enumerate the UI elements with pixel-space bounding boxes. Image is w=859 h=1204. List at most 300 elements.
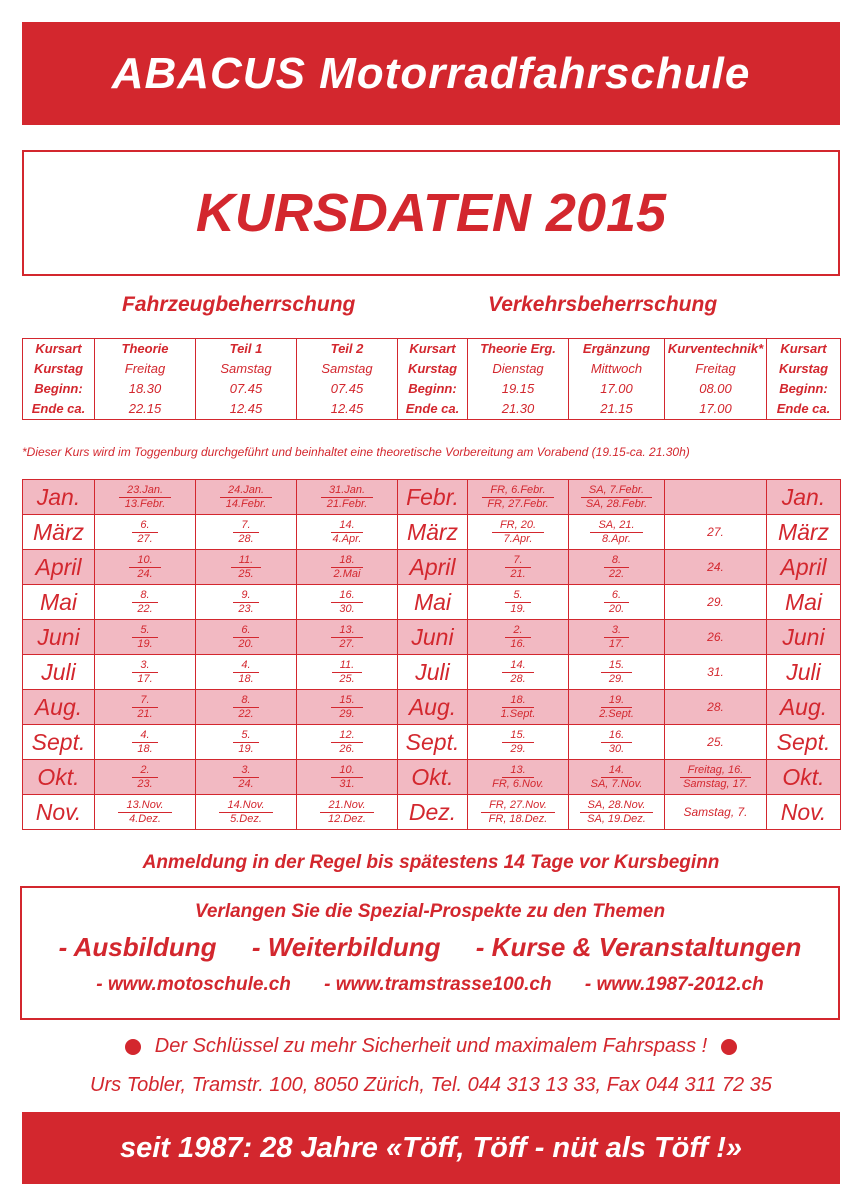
date-cell (665, 480, 767, 515)
date-cell (468, 480, 569, 515)
date-pair (297, 729, 397, 756)
date-cell (468, 655, 569, 690)
promo-topics (22, 932, 838, 963)
first-date: 15. (601, 659, 632, 673)
first-date: 14. (331, 519, 362, 533)
first-date: 8. (604, 554, 629, 568)
date-cell (95, 655, 196, 690)
course-ende: 17.00 (699, 401, 732, 416)
second-date: 4.Dez. (129, 812, 161, 825)
month-cell: Nov. (767, 795, 841, 830)
first-date: 18. (331, 554, 362, 568)
first-date: FR, 27.Nov. (481, 799, 555, 813)
first-date: 18. (502, 694, 533, 708)
course-kurstag: Samstag (220, 361, 272, 376)
date-cell (569, 515, 665, 550)
course-kurstag: Kurstag (407, 361, 458, 376)
month-cell: März (23, 515, 95, 550)
date-cell: 24. (665, 550, 767, 585)
date-cell (297, 655, 398, 690)
website-link[interactable]: - www.1987-2012.ch (584, 974, 764, 995)
first-date: 7. (132, 694, 157, 708)
second-date: 25. (339, 672, 355, 685)
website-link[interactable]: - www.tramstrasse100.ch (324, 974, 552, 995)
page-title: KURSDATEN 2015 (195, 183, 667, 243)
date-cell (569, 655, 665, 690)
date-pair (297, 519, 397, 546)
course-kurstag: Kurstag (33, 361, 84, 376)
slogan (22, 1035, 840, 1058)
date-cell (569, 585, 665, 620)
date-cell (95, 515, 196, 550)
calendar-row (23, 515, 841, 550)
footnote: *Dieser Kurs wird im Toggenburg durchgeführt und beinhaltet eine theoretische Vorbereitung am Vorabend (19.15-ca. 21.30h) (22, 445, 690, 459)
course-beginn: 08.00 (699, 381, 732, 396)
first-date: 16. (601, 729, 632, 743)
course-ende: 22.15 (128, 401, 162, 416)
date-cell (95, 725, 196, 760)
first-date: 6. (604, 589, 629, 603)
registration-note: Anmeldung in der Regel bis spätestens 14 Tage vor Kursbeginn (142, 852, 720, 873)
calendar-row (23, 585, 841, 620)
course-ende: Ende ca. (405, 401, 460, 416)
date-cell (196, 795, 297, 830)
second-date: 17. (608, 637, 625, 650)
second-date: 22. (608, 567, 625, 580)
date-pair (569, 624, 664, 651)
second-date: 13.Febr. (124, 497, 166, 510)
course-kurstag: Freitag (695, 361, 736, 376)
schedule-times-table (22, 338, 841, 420)
first-date: 2. (132, 764, 157, 778)
second-date: FR, 6.Nov. (492, 777, 544, 790)
second-date: 30. (608, 742, 625, 755)
first-date: 9. (233, 589, 258, 603)
date-cell (468, 550, 569, 585)
month-cell: März (398, 515, 468, 550)
date-pair (196, 554, 296, 581)
course-ende: Ende ca. (776, 401, 831, 416)
first-date: FR, 20. (492, 519, 544, 533)
month-cell: Mai (23, 585, 95, 620)
month-cell: Okt. (398, 760, 468, 795)
first-date: 5. (132, 624, 157, 638)
date-cell (569, 620, 665, 655)
month-cell: Mai (398, 585, 468, 620)
calendar-row (23, 620, 841, 655)
first-date: 15. (331, 694, 362, 708)
row-label-cell (767, 339, 841, 420)
course-kurstag: Mittwoch (590, 361, 643, 376)
second-date: 27. (137, 532, 153, 545)
first-date: 14.Nov. (219, 799, 272, 813)
first-date: 8. (233, 694, 258, 708)
course-name: Theorie Erg. (480, 341, 556, 356)
date-cell: 25. (665, 725, 767, 760)
course-beginn: 18.30 (128, 381, 162, 396)
date-cell (297, 795, 398, 830)
row-label-cell (23, 339, 95, 420)
second-date: 20. (608, 602, 625, 615)
date-cell (468, 690, 569, 725)
second-date: 29. (608, 672, 625, 685)
date-pair (196, 589, 296, 616)
bullet-dot-icon (125, 1039, 141, 1055)
first-date: 8. (132, 589, 157, 603)
first-date: 13.Nov. (118, 799, 171, 813)
date-pair (569, 659, 664, 686)
website-link[interactable]: - www.motoschule.ch (96, 974, 291, 995)
date-pair (297, 554, 397, 581)
first-date: 23.Jan. (119, 484, 171, 498)
course-kurstag: Samstag (321, 361, 373, 376)
date-cell (569, 690, 665, 725)
calendar-row (23, 760, 841, 795)
month-cell: April (398, 550, 468, 585)
month-cell: Juni (23, 620, 95, 655)
date-pair (665, 764, 766, 791)
date-pair (468, 484, 568, 511)
footer-banner (22, 1112, 840, 1184)
first-date: 10. (331, 764, 362, 778)
second-date: Samstag, 17. (683, 777, 748, 790)
first-date: 13. (331, 624, 362, 638)
first-date: Freitag, 16. (680, 764, 752, 778)
date-pair (468, 694, 568, 721)
first-date: 4. (132, 729, 157, 743)
month-cell: Jan. (23, 480, 95, 515)
course-beginn: Beginn: (408, 381, 457, 396)
course-name: Ergänzung (582, 341, 651, 356)
second-date: 16. (510, 637, 526, 650)
course-kurstag: Kurstag (778, 361, 829, 376)
calendar-row (23, 690, 841, 725)
course-beginn: Beginn: (34, 381, 83, 396)
date-pair (297, 799, 397, 826)
date-pair (95, 589, 195, 616)
date-pair (569, 484, 664, 511)
second-date: 26. (339, 742, 355, 755)
first-date: 3. (604, 624, 629, 638)
calendar-row (23, 550, 841, 585)
date-pair (196, 799, 296, 826)
second-date: 31. (339, 777, 355, 790)
date-cell (95, 690, 196, 725)
second-date: 18. (137, 742, 153, 755)
first-date: 4. (233, 659, 258, 673)
date-pair (95, 554, 195, 581)
date-pair (196, 624, 296, 651)
first-date: 14. (502, 659, 533, 673)
course-ende: 21.15 (600, 401, 633, 416)
date-pair (569, 694, 664, 721)
date-pair (95, 519, 195, 546)
second-date: 30. (339, 602, 355, 615)
date-pair (95, 799, 195, 826)
date-pair (569, 729, 664, 756)
month-cell: Aug. (23, 690, 95, 725)
first-date: 11. (231, 554, 261, 568)
second-date: 14.Febr. (225, 497, 267, 510)
course-column (468, 339, 569, 420)
date-cell (468, 760, 569, 795)
second-date: SA, 28.Febr. (585, 497, 648, 510)
course-name: Kursart (409, 341, 456, 356)
date-pair (95, 764, 195, 791)
course-column (297, 339, 398, 420)
date-pair (95, 729, 195, 756)
first-date: 21.Nov. (320, 799, 373, 813)
second-date: 25. (238, 567, 254, 580)
month-cell: Dez. (398, 795, 468, 830)
second-date: 12.Dez. (328, 812, 366, 825)
first-date: 5. (505, 589, 530, 603)
course-beginn: 17.00 (600, 381, 633, 396)
course-ende: 12.45 (330, 401, 364, 416)
date-pair (569, 589, 664, 616)
calendar-table (22, 479, 841, 830)
month-cell: Juni (767, 620, 841, 655)
second-date: 18. (238, 672, 254, 685)
first-date: 16. (331, 589, 362, 603)
date-cell (297, 690, 398, 725)
month-cell: Sept. (23, 725, 95, 760)
second-date: 7.Apr. (503, 532, 533, 545)
calendar-row (23, 795, 841, 830)
first-date: 19. (601, 694, 632, 708)
date-cell (196, 585, 297, 620)
course-name: Theorie (121, 341, 169, 356)
date-cell (196, 760, 297, 795)
second-date: 8.Apr. (602, 532, 631, 545)
date-cell (196, 690, 297, 725)
second-date: 21.Febr. (326, 497, 368, 510)
month-cell: Sept. (767, 725, 841, 760)
first-date: 12. (331, 729, 362, 743)
date-cell: 27. (665, 515, 767, 550)
date-cell (297, 585, 398, 620)
course-beginn: Beginn: (779, 381, 828, 396)
promo-topic: - Ausbildung (58, 932, 217, 962)
date-cell (468, 620, 569, 655)
second-date: 28. (238, 532, 254, 545)
course-beginn: 19.15 (501, 381, 535, 396)
promo-links (22, 974, 838, 996)
second-date: 23. (238, 602, 254, 615)
second-date: 20. (238, 637, 254, 650)
course-kurstag: Dienstag (492, 361, 544, 376)
schedule-times-row (23, 339, 841, 420)
date-pair (569, 554, 664, 581)
second-date: 19. (238, 742, 254, 755)
date-cell (569, 550, 665, 585)
promo-topic: - Weiterbildung (251, 932, 441, 962)
course-name: Teil 1 (229, 341, 263, 356)
header-banner (22, 22, 840, 125)
second-date: 27. (339, 637, 355, 650)
second-date: 1.Sept. (500, 707, 536, 720)
second-date: 19. (137, 637, 153, 650)
second-date: FR, 27.Febr. (487, 497, 549, 510)
date-pair (196, 659, 296, 686)
date-cell (569, 795, 665, 830)
month-cell: Mai (767, 585, 841, 620)
month-cell: April (767, 550, 841, 585)
second-date: 29. (339, 707, 355, 720)
second-date: 21. (137, 707, 153, 720)
date-cell (196, 515, 297, 550)
date-cell (95, 620, 196, 655)
first-date: 3. (233, 764, 258, 778)
date-pair (569, 799, 664, 826)
first-date: 15. (502, 729, 533, 743)
calendar-row (23, 655, 841, 690)
course-ende: 21.30 (501, 401, 535, 416)
course-column (95, 339, 196, 420)
month-cell: Nov. (23, 795, 95, 830)
date-cell (95, 480, 196, 515)
date-pair (468, 729, 568, 756)
date-pair (468, 764, 568, 791)
month-cell: Sept. (398, 725, 468, 760)
course-name: Teil 2 (330, 341, 364, 356)
date-cell: 28. (665, 690, 767, 725)
month-cell: Juni (398, 620, 468, 655)
bullet-dot-icon (721, 1039, 737, 1055)
date-cell (297, 480, 398, 515)
first-date: 10. (129, 554, 160, 568)
first-date: SA, 28.Nov. (580, 799, 654, 813)
month-cell: Okt. (767, 760, 841, 795)
date-pair (196, 764, 296, 791)
date-pair (196, 729, 296, 756)
second-date: SA, 19.Dez. (587, 812, 646, 825)
contact-address: Urs Tobler, Tramstr. 100, 8050 Zürich, Tel. 044 313 13 33, Fax 044 311 72 35 (90, 1074, 772, 1096)
section-title-fahrzeug: Fahrzeugbeherrschung (122, 293, 356, 316)
date-cell: Samstag, 7. (665, 795, 767, 830)
second-date: 19. (510, 602, 526, 615)
month-cell: März (767, 515, 841, 550)
course-column (569, 339, 665, 420)
school-name: ABACUS Motorradfahrschule (111, 49, 751, 98)
first-date: 14. (601, 764, 632, 778)
date-pair (95, 624, 195, 651)
month-cell: Juli (398, 655, 468, 690)
course-beginn: 07.45 (330, 381, 364, 396)
date-cell (468, 795, 569, 830)
date-cell (468, 725, 569, 760)
date-pair (569, 764, 664, 791)
date-cell (196, 480, 297, 515)
slogan-text: Der Schlüssel zu mehr Sicherheit und maximalem Fahrspass ! (154, 1035, 708, 1057)
date-pair (297, 659, 397, 686)
date-pair (468, 519, 568, 546)
date-cell (297, 515, 398, 550)
section-title-verkehr: Verkehrsbeherrschung (488, 293, 718, 316)
month-cell: Okt. (23, 760, 95, 795)
footer-text: seit 1987: 28 Jahre «Töff, Töff - nüt als Töff !» (119, 1132, 743, 1164)
first-date: 2. (505, 624, 530, 638)
date-cell (569, 725, 665, 760)
date-pair (297, 484, 397, 511)
date-cell (468, 585, 569, 620)
second-date: 22. (238, 707, 254, 720)
date-pair (95, 694, 195, 721)
promo-intro: Verlangen Sie die Spezial-Prospekte zu den Themen (194, 901, 666, 922)
date-pair (196, 694, 296, 721)
date-cell (196, 620, 297, 655)
promo-box (20, 886, 840, 1020)
date-cell (468, 515, 569, 550)
date-pair (468, 624, 568, 651)
calendar-row (23, 725, 841, 760)
first-date: 7. (233, 519, 258, 533)
second-date: 22. (137, 602, 153, 615)
date-cell (297, 550, 398, 585)
second-date: 2.Mai (333, 567, 361, 580)
first-date: 5. (233, 729, 258, 743)
date-pair (468, 589, 568, 616)
first-date: 6. (132, 519, 157, 533)
date-cell (569, 480, 665, 515)
date-pair (468, 554, 568, 581)
date-cell (95, 760, 196, 795)
first-date: 31.Jan. (321, 484, 373, 498)
course-name: Kursart (780, 341, 827, 356)
row-label-cell (398, 339, 468, 420)
second-date: 5.Dez. (230, 812, 262, 825)
first-date: SA, 21. (590, 519, 642, 533)
date-cell (569, 760, 665, 795)
first-date: 3. (132, 659, 157, 673)
date-cell: 31. (665, 655, 767, 690)
date-cell (95, 550, 196, 585)
date-pair (468, 659, 568, 686)
second-date: 28. (510, 672, 526, 685)
course-beginn: 07.45 (229, 381, 263, 396)
course-name: Kurventechnik* (667, 341, 764, 356)
course-ende: Ende ca. (31, 401, 86, 416)
month-cell: Juli (767, 655, 841, 690)
date-cell (95, 585, 196, 620)
date-cell (196, 550, 297, 585)
first-date: 13. (502, 764, 533, 778)
first-date: SA, 7.Febr. (581, 484, 652, 498)
first-date: 24.Jan. (220, 484, 272, 498)
month-cell: April (23, 550, 95, 585)
date-pair (297, 694, 397, 721)
date-cell (297, 760, 398, 795)
second-date: 23. (137, 777, 153, 790)
date-cell (95, 795, 196, 830)
date-pair (297, 624, 397, 651)
month-cell: Jan. (767, 480, 841, 515)
date-pair (297, 589, 397, 616)
first-date: 6. (233, 624, 258, 638)
date-cell (196, 655, 297, 690)
second-date: 24. (238, 777, 254, 790)
second-date: 4.Apr. (332, 532, 362, 545)
date-pair (196, 519, 296, 546)
second-date: 17. (137, 672, 153, 685)
date-cell (665, 760, 767, 795)
course-kurstag: Freitag (124, 361, 166, 376)
date-pair (468, 799, 568, 826)
date-cell: 29. (665, 585, 767, 620)
course-column (196, 339, 297, 420)
second-date: 29. (510, 742, 526, 755)
course-name: Kursart (35, 341, 82, 356)
